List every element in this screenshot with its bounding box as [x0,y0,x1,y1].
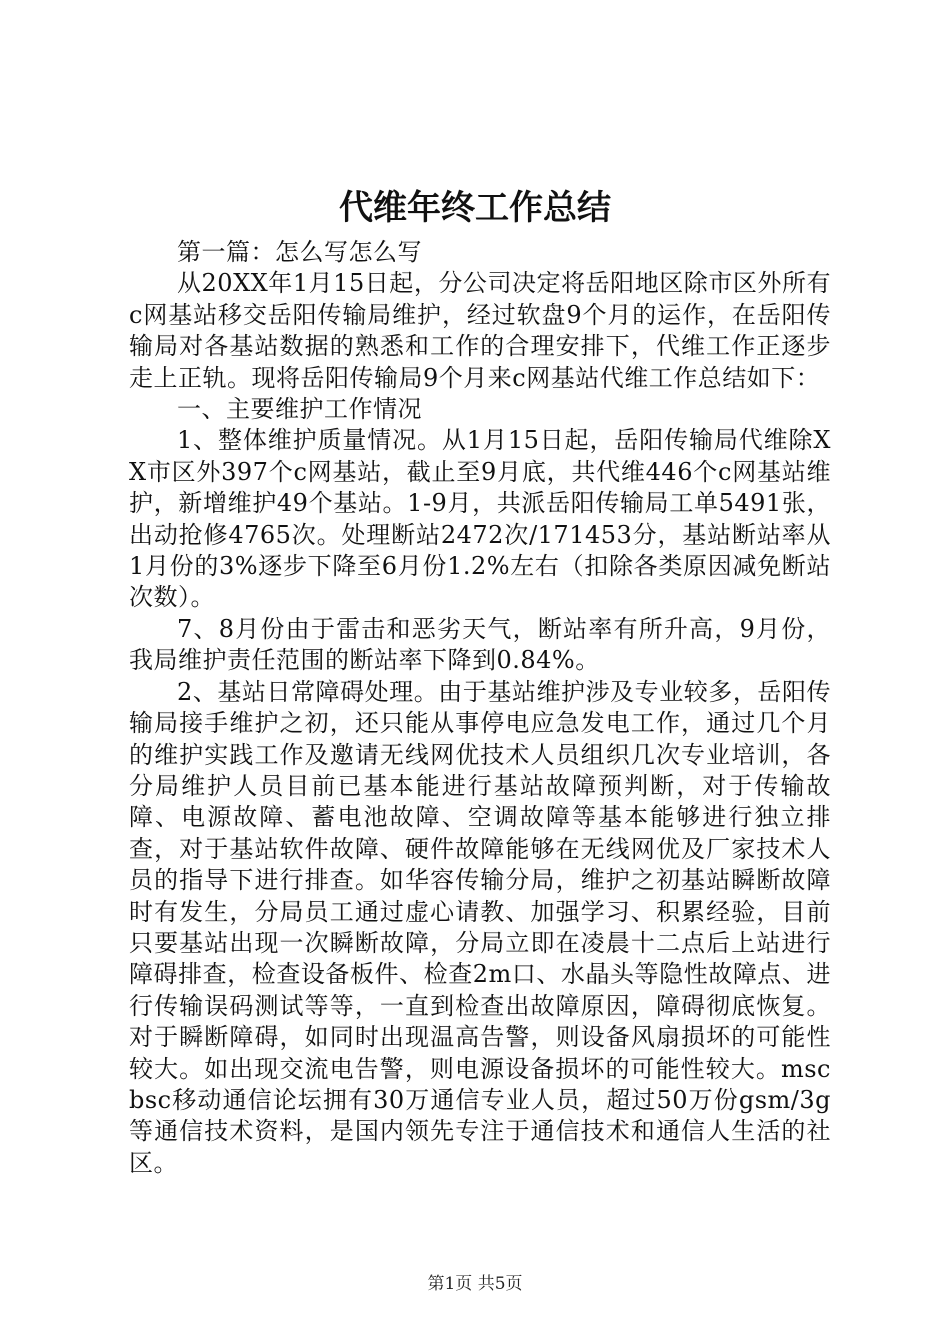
page-number: 第1页 共5页 [427,1274,523,1294]
body-paragraph: 1、整体维护质量情况。从1月15日起，岳阳传输局代维除XX市区外397个c网基站，截止至9月底，共代维446个c网基站维护，新增维护49个基站。1-9月，共派岳阳传输局工单5491张，出动抢修4765次。处理断站2472次/171453分，基站断站率从1月份的3%逐步下降至6月份1.2%左右（扣除各类原因减免断站次数）。 [129,426,831,612]
section-heading: 第一篇：怎么写怎么写 [177,238,422,266]
intro-paragraph: 从20XX年1月15日起，分公司决定将岳阳地区除市区外所有c网基站移交岳阳传输局维护，经过软盘9个月的运作，在岳阳传输局对各基站数据的熟悉和工作的合理安排下，代维工作正逐步走上正轨。现将岳阳传输局9个月来c网基站代维工作总结如下： [129,269,831,392]
body-paragraph: 7、8月份由于雷击和恶劣天气，断站率有所升高，9月份，我局维护责任范围的断站率下降到0.84%。 [129,614,831,675]
body-paragraph: 2、基站日常障碍处理。由于基站维护涉及专业较多，岳阳传输局接手维护之初，还只能从事停电应急发电工作，通过几个月的维护实践工作及邀请无线网优技术人员组织几次专业培训，各分局维护人员目前已基本能进行基站故障预判断，对于传输故障、电源故障、蓄电池故障、空调故障等基本能够进行独立排查，对于基站软件故障、硬件故障能够在无线网优及厂家技术人员的指导下进行排查。如华容传输分局，维护之初基站瞬断故障时有发生，分局员工通过虚心请教、加强学习、积累经验，目前只要基站出现一次瞬断故障，分局立即在凌晨十二点后上站进行障碍排查，检查设备板件、检查2m口、水晶头等隐性故障点、进行传输误码测试等等，一直到检查出故障原因，障碍彻底恢复。对于瞬断障碍，如同时出现温高告警，则设备风扇损坏的可能性较大。如出现交流电告警，则电源设备损坏的可能性较大。mscbsc移动通信论坛拥有30万通信专业人员，超过50万份gsm/3g等通信技术资料，是国内领先专注于通信技术和通信人生活的社区。 [129,677,831,1177]
section-heading: 一、主要维护工作情况 [177,395,422,424]
document-title: 代维年终工作总结 [339,188,611,228]
document-body [129,237,831,1179]
